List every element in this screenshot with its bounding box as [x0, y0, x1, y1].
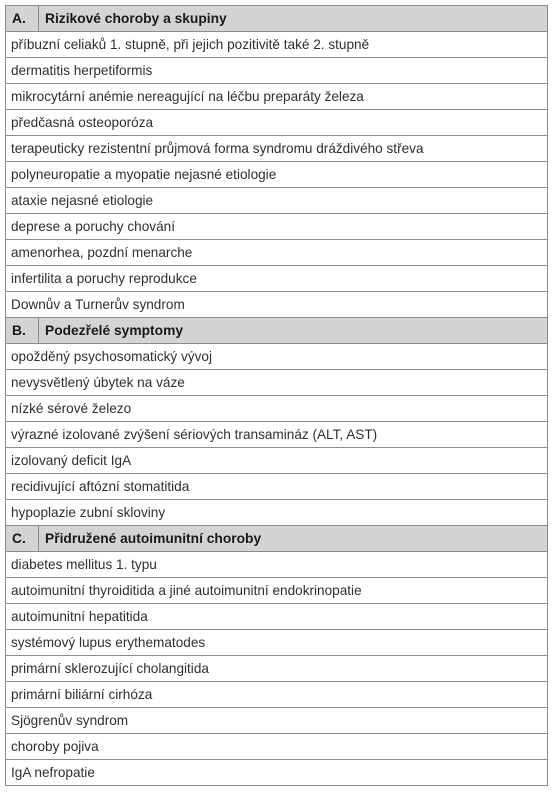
table-row	[6, 474, 548, 500]
section-title: Přidružené autoimunitní choroby	[39, 526, 548, 552]
table-row	[6, 630, 548, 656]
table-row	[6, 734, 548, 760]
table-row	[6, 162, 548, 188]
row-text: mikrocytární anémie nereagující na léčbu preparáty železa	[6, 84, 548, 110]
row-text: Sjögrenův syndrom	[6, 708, 548, 734]
table-row	[6, 58, 548, 84]
table-row	[6, 682, 548, 708]
table-row	[6, 604, 548, 630]
row-text: opožděný psychosomatický vývoj	[6, 344, 548, 370]
section-title: Rizikové choroby a skupiny	[39, 6, 548, 32]
row-text: Downův a Turnerův syndrom	[6, 292, 548, 318]
row-text: autoimunitní hepatitida	[6, 604, 548, 630]
row-text: primární sklerozující cholangitida	[6, 656, 548, 682]
section-title: Podezřelé symptomy	[39, 318, 548, 344]
row-text: ataxie nejasné etiologie	[6, 188, 548, 214]
table-row	[6, 32, 548, 58]
row-text: výrazné izolované zvýšení sériových transamináz (ALT, AST)	[6, 422, 548, 448]
row-text: izolovaný deficit IgA	[6, 448, 548, 474]
table-row	[6, 500, 548, 526]
row-text: diabetes mellitus 1. typu	[6, 552, 548, 578]
table-row	[6, 188, 548, 214]
row-text: choroby pojiva	[6, 734, 548, 760]
row-text: amenorhea, pozdní menarche	[6, 240, 548, 266]
table-row	[6, 110, 548, 136]
row-text: systémový lupus erythematodes	[6, 630, 548, 656]
table-row	[6, 656, 548, 682]
row-text: nevysvětlený úbytek na váze	[6, 370, 548, 396]
row-text: nízké sérové železo	[6, 396, 548, 422]
section-letter: A.	[6, 6, 39, 32]
table-row	[6, 708, 548, 734]
row-text: IgA nefropatie	[6, 760, 548, 786]
row-text: deprese a poruchy chování	[6, 214, 548, 240]
row-text: příbuzní celiaků 1. stupně, při jejich pozitivitě také 2. stupně	[6, 32, 548, 58]
section-letter: C.	[6, 526, 39, 552]
section-header-b	[6, 318, 548, 344]
section-header-a	[6, 6, 548, 32]
row-text: infertilita a poruchy reprodukce	[6, 266, 548, 292]
table-row	[6, 448, 548, 474]
row-text: hypoplazie zubní skloviny	[6, 500, 548, 526]
table-row	[6, 396, 548, 422]
table-row	[6, 344, 548, 370]
table-row	[6, 578, 548, 604]
table-row	[6, 266, 548, 292]
row-text: recidivující aftózní stomatitida	[6, 474, 548, 500]
table-row	[6, 240, 548, 266]
row-text: terapeuticky rezistentní průjmová forma syndromu dráždivého střeva	[6, 136, 548, 162]
risk-table	[5, 5, 548, 786]
row-text: polyneuropatie a myopatie nejasné etiologie	[6, 162, 548, 188]
table-row	[6, 422, 548, 448]
row-text: dermatitis herpetiformis	[6, 58, 548, 84]
row-text: předčasná osteoporóza	[6, 110, 548, 136]
section-header-c	[6, 526, 548, 552]
table-row	[6, 214, 548, 240]
table-row	[6, 84, 548, 110]
row-text: primární biliární cirhóza	[6, 682, 548, 708]
table-row	[6, 370, 548, 396]
row-text: autoimunitní thyroiditida a jiné autoimunitní endokrinopatie	[6, 578, 548, 604]
table-row	[6, 292, 548, 318]
section-letter: B.	[6, 318, 39, 344]
table-row	[6, 552, 548, 578]
table-row	[6, 760, 548, 786]
table-row	[6, 136, 548, 162]
